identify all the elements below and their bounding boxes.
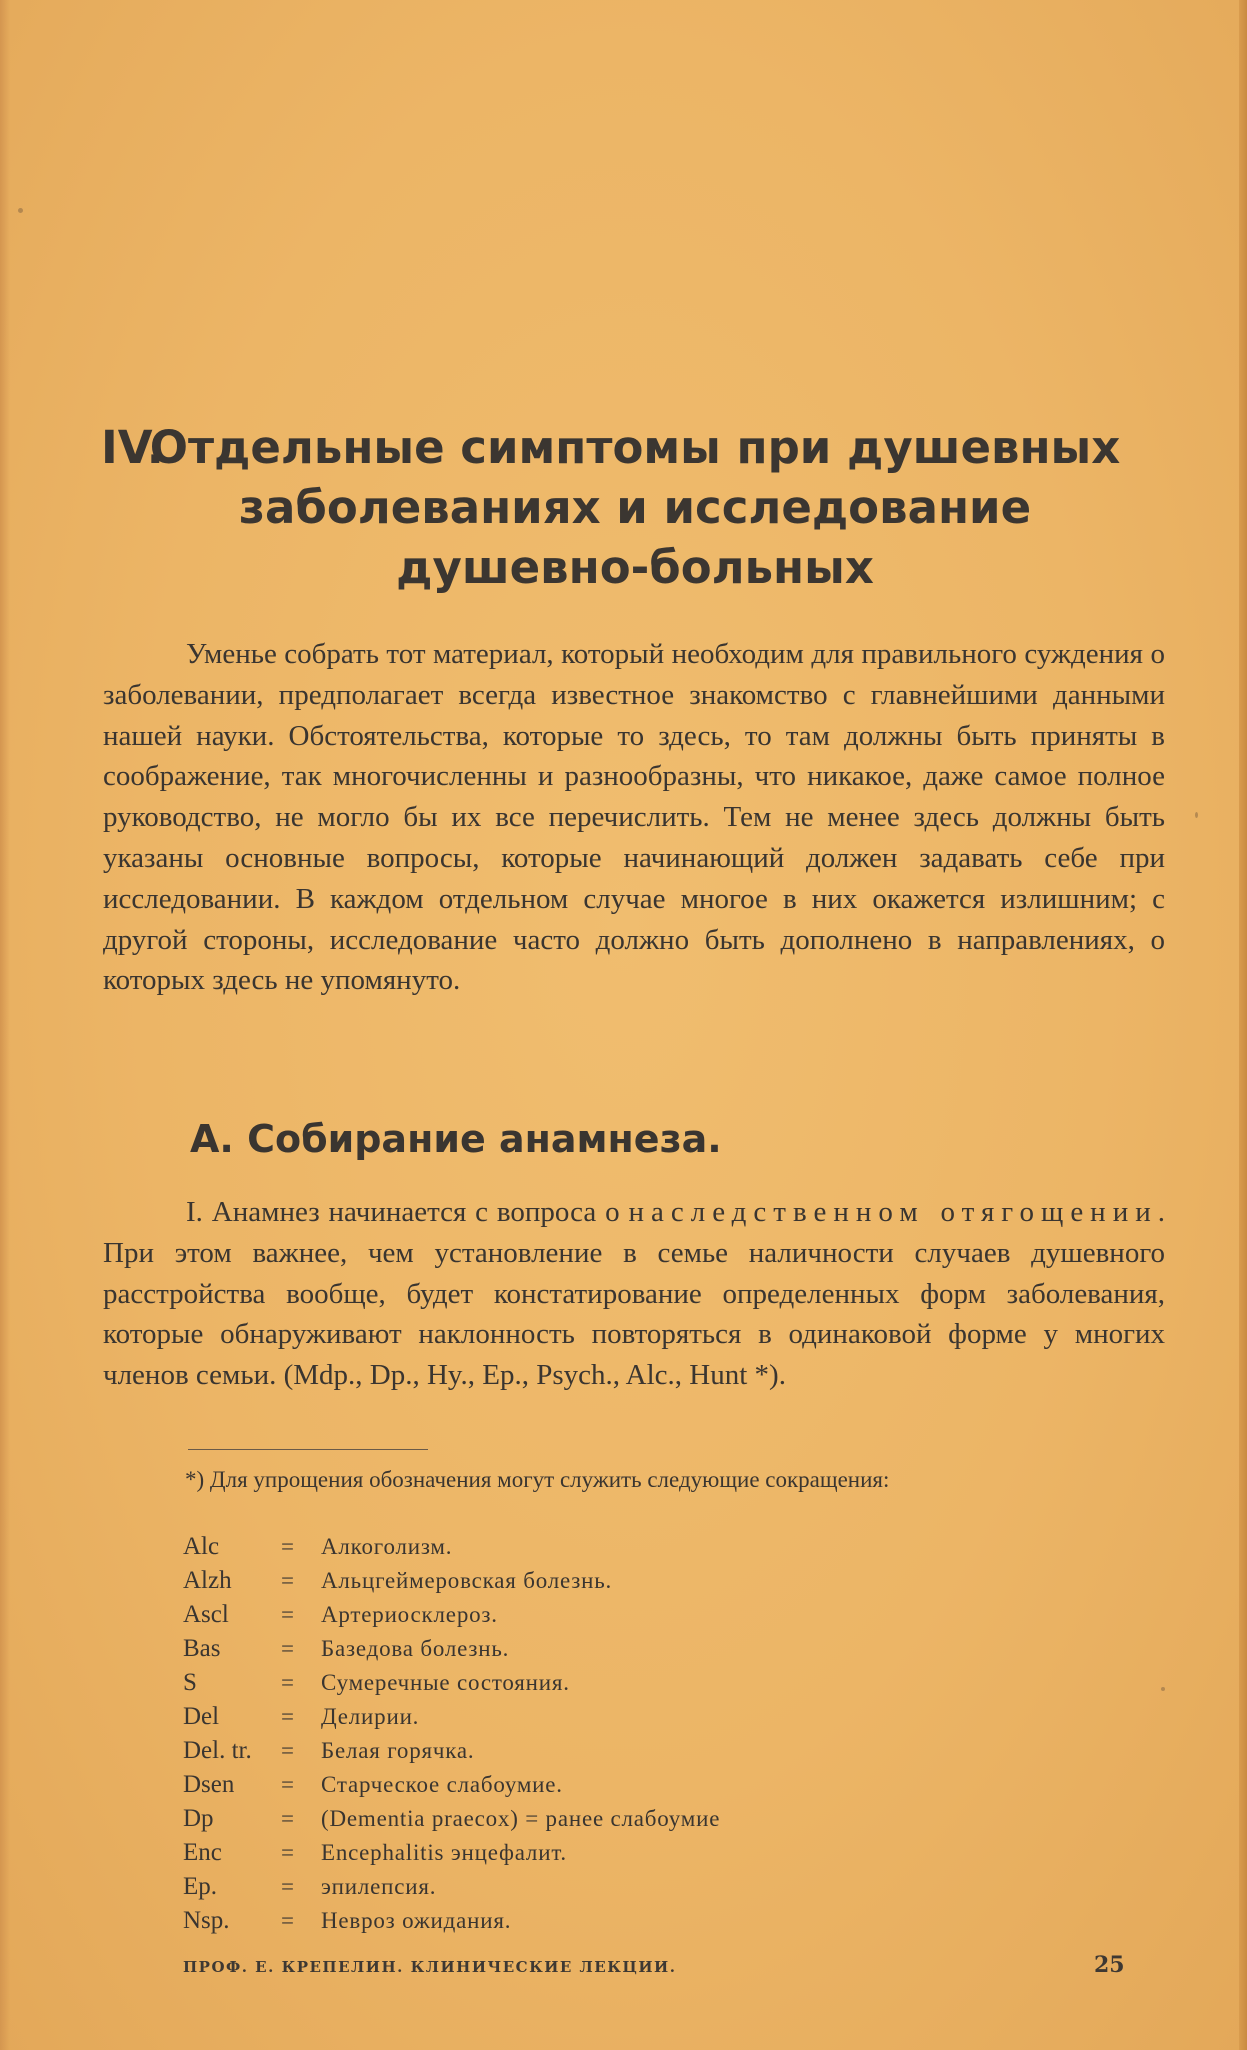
intro-paragraph: Уменье собрать тот материал, который необходим для правильного суждения о заболевании, предполагает всегда известное знакомство с главнейшими данными нашей науки. Обстоятельства, которые то здесь, то там должны быть приняты в соображение, так многочисленны и разнообразны, что никакое, даже самое полное руководство, не могло бы их все перечислить. Тем не менее здесь должны быть указаны основные вопросы, которые начинающий должен задавать себе при исследовании. В каждом отдельном случае многое в них окажется излишним; с другой стороны, исследование часто должно быть дополнено в направлениях, о которых здесь не упомянуто. (103, 638, 1165, 997)
abbreviation-row (183, 1768, 720, 1802)
footnote-intro: *) Для упрощения обозначения могут служить следующие сокращения: (185, 1467, 890, 1492)
chapter-title-line: душевно-больных (396, 541, 874, 594)
abbreviation-row (183, 1836, 720, 1870)
paper-speck (1161, 1687, 1165, 1691)
equals-sign: = (281, 1908, 294, 1933)
abbreviation-key: Enc (183, 1839, 222, 1866)
abbreviation-row (183, 1530, 720, 1564)
paper-speck (18, 208, 23, 213)
abbreviation-row (183, 1666, 720, 1700)
chapter-number: IV. (101, 421, 164, 474)
abbreviation-row (183, 1904, 720, 1938)
equals-sign: = (281, 1670, 294, 1695)
abbreviation-definition: Артериосклероз. (321, 1602, 498, 1627)
page-number: 25 (1094, 1952, 1125, 1978)
abbreviation-definition: Encephalitis энцефалит. (321, 1840, 567, 1865)
equals-sign: = (281, 1874, 294, 1899)
equals-sign: = (281, 1636, 294, 1661)
abbreviation-key: Dsen (183, 1771, 235, 1798)
abbreviation-row (183, 1700, 720, 1734)
running-footer: ПРОФ. Е. КРЕПЕЛИН. КЛИНИЧЕСКИЕ ЛЕКЦИИ. (183, 1958, 677, 1976)
paragraph-text: . При этом важнее, чем установление в семье наличности случаев душевного расстройства вообще, будет констатирование определенных форм заболевания, которые обнаруживают наклонность повторяться в одинаковой форме у многих членов семьи. (Mdp., Dp., Hy., Ep., Psych., Alc., Hunt *). (103, 1196, 1165, 1392)
paragraph-text: I. Анамнез начинается с вопроса о (186, 1196, 629, 1228)
paper-speck (1195, 812, 1198, 818)
abbreviation-definition: Белая горячка. (321, 1738, 475, 1763)
equals-sign: = (281, 1704, 294, 1729)
page-edge-right (1239, 0, 1247, 2050)
abbreviation-row (183, 1632, 720, 1666)
abbreviation-list (183, 1530, 720, 1938)
equals-sign: = (281, 1840, 294, 1865)
equals-sign: = (281, 1738, 294, 1763)
abbreviation-key: S (183, 1669, 197, 1696)
abbreviation-row (183, 1802, 720, 1836)
abbreviation-definition: Делирии. (321, 1704, 420, 1729)
abbreviation-key: Del. tr. (183, 1737, 252, 1764)
emphasized-term: наследственном отягощении (628, 1196, 1158, 1228)
chapter-title-line: заболеваниях и исследование (238, 481, 1032, 534)
equals-sign: = (281, 1602, 294, 1627)
abbreviation-definition: эпилепсия. (321, 1874, 437, 1899)
abbreviation-key: Dp (183, 1805, 214, 1832)
abbreviation-key: Bas (183, 1635, 221, 1662)
abbreviation-key: Ep. (183, 1873, 218, 1900)
equals-sign: = (281, 1534, 294, 1559)
page-shadow-left (0, 0, 10, 2050)
abbreviation-definition: Старческое слабоумие. (321, 1772, 563, 1797)
equals-sign: = (281, 1772, 294, 1797)
anamnesis-paragraph (103, 1192, 1165, 1396)
abbreviation-key: Alc (183, 1533, 220, 1560)
abbreviation-key: Alzh (183, 1567, 232, 1594)
abbreviation-definition: Алкоголизм. (321, 1534, 453, 1559)
equals-sign: = (281, 1806, 294, 1831)
abbreviation-row (183, 1734, 720, 1768)
abbreviation-row (183, 1870, 720, 1904)
abbreviation-row (183, 1598, 720, 1632)
abbreviation-definition: Альцгеймеровская болезнь. (321, 1568, 613, 1593)
abbreviation-definition: (Dementia praecox) = ранее слабоумие (321, 1806, 721, 1831)
abbreviation-key: Del (183, 1703, 220, 1730)
section-heading: А. Собирание анамнеза. (190, 1117, 722, 1161)
chapter-title-line: Отдельные симптомы при душевных (149, 421, 1121, 474)
abbreviation-definition: Невроз ожидания. (321, 1908, 512, 1933)
equals-sign: = (281, 1568, 294, 1593)
abbreviation-key: Ascl (183, 1601, 229, 1628)
abbreviation-definition: Сумеречные состояния. (321, 1670, 570, 1695)
footnote-divider (188, 1449, 428, 1450)
abbreviation-definition: Базедова болезнь. (321, 1636, 510, 1661)
chapter-title (95, 418, 1175, 598)
abbreviation-key: Nsp. (183, 1907, 230, 1934)
abbreviation-row (183, 1564, 720, 1598)
